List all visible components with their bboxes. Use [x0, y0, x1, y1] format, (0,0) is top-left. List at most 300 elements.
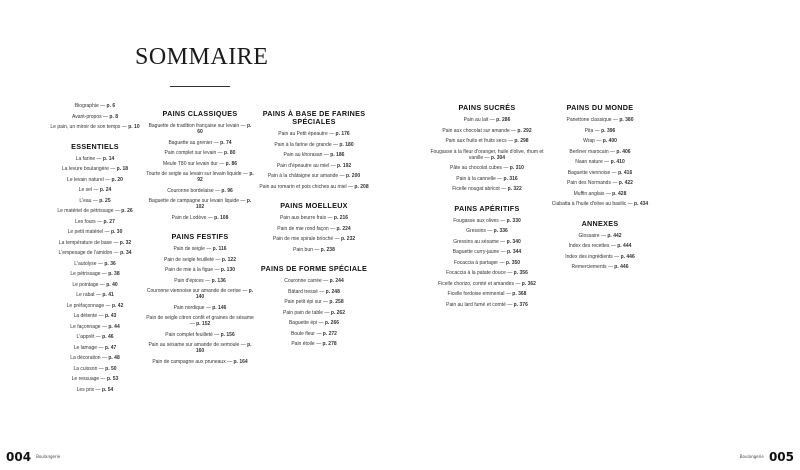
toc-entry-label: Pain de mie à la figue	[164, 267, 214, 273]
toc-entry-label: Pain au lard fumé et comté	[446, 301, 506, 308]
toc-entry	[540, 149, 660, 155]
toc-entry	[258, 184, 370, 190]
page-title: SOMMAIRE	[135, 44, 269, 70]
toc-entry-label: Gressins au sésame	[453, 238, 499, 245]
toc-entry-separator: —	[488, 117, 497, 123]
toc-entry-label: L'autolyse	[74, 260, 97, 267]
toc-entry-page: p. 232	[340, 236, 356, 242]
toc-entry	[146, 171, 254, 183]
toc-entry-separator: —	[103, 229, 111, 235]
toc-entry	[146, 315, 254, 327]
section-heading: PAINS À BASE DE FARINES SPÉCIALES	[262, 109, 366, 126]
toc-entry-separator: —	[483, 154, 491, 161]
toc-entry	[146, 332, 254, 338]
toc-entry-separator: —	[92, 187, 100, 193]
toc-entry-label: Couronne carrée	[284, 278, 322, 284]
toc-entry-page: p. 36	[104, 260, 116, 267]
toc-entry-label: Pain d'épices	[174, 277, 204, 284]
toc-entry-separator: —	[216, 150, 225, 156]
toc-entry	[30, 177, 160, 183]
toc-entry-separator: —	[204, 246, 213, 252]
toc-entry	[30, 387, 160, 393]
toc-entry-page: p. 446	[620, 253, 635, 260]
toc-entry	[540, 254, 660, 260]
toc-entry-label: Le pétrissage	[70, 271, 101, 277]
toc-entry-separator: —	[98, 103, 107, 109]
toc-entry	[146, 246, 254, 252]
toc-entry-separator: —	[99, 376, 107, 382]
toc-entry	[146, 342, 254, 354]
toc-entry-label: Baguette curry-jaune	[452, 249, 500, 255]
toc-entry-page: p. 102	[195, 198, 252, 210]
toc-entry-page: p. 444	[617, 243, 632, 249]
toc-entry	[428, 218, 546, 224]
toc-entry-label: L'apprêt	[76, 334, 95, 340]
toc-entry-page: p. 330	[506, 217, 521, 224]
toc-entry-label: Le pointage	[72, 281, 99, 288]
toc-entry-label: Focaccia à la patate douce	[446, 270, 506, 276]
toc-entry	[540, 180, 660, 186]
toc-entry-label: Pain à la châtaigne sur amande	[267, 173, 339, 179]
toc-entry	[428, 128, 546, 134]
toc-entry-label: Baguette épi	[288, 320, 318, 326]
toc-entry-label: L'empesage de l'amidon	[58, 250, 113, 256]
section-heading: ANNEXES	[581, 218, 619, 228]
toc-entry-label: Pain aux fruits et fruits secs	[445, 138, 507, 144]
toc-entry-separator: —	[98, 281, 107, 288]
toc-entry-label: Ficelle chorizo, comté et amandes	[438, 280, 514, 287]
toc-entry-separator: —	[323, 309, 331, 316]
toc-entry	[30, 303, 160, 309]
toc-entry-separator: —	[610, 180, 619, 186]
toc-entry	[258, 142, 370, 148]
toc-entry-page: p. 380	[619, 117, 634, 123]
toc-entry-label: Le matériel de pétrissage	[57, 208, 114, 214]
toc-entry-label: Les fours	[75, 218, 96, 225]
section-heading: ESSENTIELS	[71, 141, 119, 151]
toc-entry-page: p. 50	[105, 365, 117, 372]
toc-entry-page: p. 266	[324, 320, 340, 326]
toc-entry-page: p. 262	[330, 309, 345, 316]
toc-entry-separator: —	[94, 386, 102, 393]
toc-entry-label: Tourte de seigle au levain sur levain liquide	[146, 171, 242, 177]
toc-entry	[428, 291, 546, 297]
toc-entry-label: Pain pain de table	[282, 309, 324, 316]
toc-entry-page: p. 34	[120, 250, 132, 256]
toc-entry-label: Le petit matériel	[67, 229, 104, 235]
toc-entry-separator: —	[326, 215, 334, 221]
toc-entry	[540, 117, 660, 123]
toc-entry	[540, 138, 660, 144]
toc-entry-label: Boule fleur	[291, 330, 315, 337]
toc-entry-page: p. 46	[102, 334, 114, 340]
toc-entry-separator: —	[95, 155, 103, 162]
toc-entry	[540, 233, 660, 239]
toc-entry-separator: —	[498, 217, 507, 224]
toc-entry-page: p. 368	[512, 291, 527, 297]
toc-entry-page: p. 44	[108, 323, 120, 330]
toc-entry-page: p. 304	[490, 154, 506, 161]
toc-entry-separator: —	[505, 301, 514, 308]
toc-entry	[30, 334, 160, 340]
toc-entry-separator: —	[212, 139, 221, 146]
toc-entry-separator: —	[317, 320, 325, 326]
toc-entry-label: Pain à la farine de grande	[274, 141, 332, 148]
toc-entry-page: p. 316	[503, 175, 518, 182]
toc-entry-label: Ficelle nougat abricot	[452, 186, 500, 192]
toc-entry-separator: —	[108, 166, 117, 172]
section-heading: PAINS DU MONDE	[566, 103, 634, 112]
toc-entry-page: p. 396	[601, 127, 616, 134]
toc-entry-page: p. 40	[106, 281, 118, 288]
toc-entry-page: p. 47	[104, 344, 117, 351]
toc-entry-separator: —	[485, 228, 494, 234]
toc-entry-page: p. 146	[212, 304, 227, 311]
toc-entry-label: Pain de seigle feuilleté	[163, 256, 215, 263]
toc-entry-separator: —	[120, 124, 129, 130]
toc-entry-separator: —	[610, 169, 619, 176]
toc-entry-separator: —	[104, 302, 112, 309]
toc-entry-label: Pain au Petit épeautre	[278, 131, 328, 137]
toc-entry	[146, 359, 254, 365]
toc-entry-label: La décoration	[70, 355, 101, 361]
toc-entry-page: p. 86	[225, 160, 238, 167]
toc-entry-separator: —	[312, 246, 321, 253]
toc-entry	[146, 267, 254, 273]
toc-entry-label: La détente	[73, 313, 98, 319]
toc-entry-separator: —	[604, 190, 613, 197]
toc-entry	[30, 124, 160, 130]
toc-entry	[30, 229, 160, 235]
toc-entry-separator: —	[111, 239, 120, 246]
toc-entry	[30, 324, 160, 330]
toc-entry-separator: —	[94, 292, 103, 298]
toc-entry-separator: —	[94, 334, 103, 340]
toc-entry-page: p. 400	[602, 138, 617, 144]
section-heading: PAINS APÉRITIFS	[454, 203, 520, 213]
toc-entry-label: Pain au khorasan	[283, 152, 323, 158]
toc-entry-page: p. 30	[110, 229, 123, 235]
toc-entry-separator: —	[239, 123, 247, 129]
toc-entry	[146, 288, 254, 300]
toc-entry-separator: —	[95, 218, 104, 225]
toc-entry	[258, 320, 370, 326]
toc-entry	[30, 345, 160, 351]
toc-entry-label: Pain nordique	[173, 304, 205, 311]
toc-entry-label: Wrap	[583, 138, 595, 144]
toc-entry-label: Baguette au grenier	[168, 139, 213, 146]
toc-entry-label: Gressins	[466, 228, 486, 234]
toc-entry-label: Pain aux chocolat sur amande	[442, 127, 510, 134]
toc-entry-separator: —	[241, 171, 250, 177]
toc-entry-label: Fougasse aux olives	[453, 217, 499, 224]
toc-entry-page: p. 20	[111, 176, 123, 183]
toc-entry-page: p. 96	[221, 187, 233, 194]
toc-entry-separator: —	[594, 138, 603, 144]
toc-entry	[540, 201, 660, 207]
toc-entry-label: Glossaire	[578, 232, 600, 239]
toc-entry-page: p. 116	[212, 246, 227, 252]
toc-entry-page: p. 6	[106, 103, 116, 109]
toc-entry-page: p. 80	[224, 150, 236, 156]
toc-entry	[30, 208, 160, 214]
toc-entry-label: Bâtard tressé	[288, 288, 318, 295]
toc-entry	[30, 240, 160, 246]
toc-entry	[30, 103, 160, 109]
toc-entry-page: p. 216	[333, 215, 349, 221]
toc-entry-separator: —	[100, 355, 109, 361]
toc-entry-page: p. 38	[108, 271, 120, 277]
toc-entry-label: Panettone classique	[566, 117, 612, 123]
toc-entry	[258, 131, 370, 137]
toc-entry-separator: —	[203, 277, 212, 284]
toc-entry-label: Le ressuage	[71, 376, 100, 382]
toc-entry-separator: —	[602, 159, 611, 165]
toc-entry-label: Couronne viennoise sur amande de cerise	[146, 288, 241, 294]
toc-entry	[146, 215, 254, 221]
toc-entry-separator: —	[213, 267, 221, 273]
toc-entry-page: p. 410	[610, 159, 625, 165]
toc-entry-label: Index des recettes	[568, 243, 610, 249]
toc-entry-label: Avant-propos	[71, 113, 102, 120]
toc-entry-page: p. 156	[220, 331, 235, 338]
toc-entry-page: p. 27	[103, 218, 115, 225]
toc-entry-label: Le lamage	[73, 344, 98, 351]
toc-entry-page: p. 122	[221, 256, 236, 263]
toc-entry-separator: —	[513, 280, 522, 287]
toc-entry-page: p. 258	[329, 299, 344, 305]
toc-entry	[428, 302, 546, 308]
toc-entry-page: p. 32	[119, 239, 132, 246]
toc-entry-separator: —	[329, 162, 337, 169]
toc-entry-label: Pain petit épi sur	[284, 299, 322, 305]
toc-entry-page: p. 41	[102, 292, 114, 298]
toc-entry	[428, 281, 546, 287]
toc-entry-label: Pita	[584, 127, 594, 134]
toc-entry-page: p. 43	[105, 313, 117, 319]
toc-entry-page: p. 362	[521, 280, 536, 287]
toc-entry	[146, 278, 254, 284]
section-heading: PAINS DE FORME SPÉCIALE	[260, 264, 368, 273]
toc-entry-page: p. 446	[614, 264, 629, 270]
toc-entry	[258, 226, 370, 232]
toc-entry	[428, 249, 546, 255]
toc-entry-label: Pain de Lodève	[171, 214, 207, 221]
toc-entry-page: p. 74	[220, 139, 232, 146]
toc-entry	[258, 278, 370, 284]
toc-entry-separator: —	[599, 232, 608, 239]
toc-entry-page: p. 340	[506, 238, 521, 245]
toc-entry-page: p. 18	[116, 166, 129, 172]
folio-left	[6, 446, 60, 465]
toc-entry	[30, 271, 160, 277]
toc-entry-separator: —	[626, 201, 635, 207]
toc-entry-page: p. 356	[513, 270, 528, 276]
toc-entry-page: p. 322	[507, 186, 522, 192]
toc-entry-page: p. 344	[507, 249, 522, 255]
toc-entry-separator: —	[317, 288, 326, 295]
toc-entry-separator: —	[112, 250, 121, 256]
toc-entry-separator: —	[213, 187, 222, 194]
toc-entry-page: p. 108	[214, 214, 229, 221]
toc-entry	[30, 114, 160, 120]
toc-entry-page: p. 428	[612, 190, 627, 197]
toc-entry	[30, 355, 160, 361]
toc-entry-page: p. 60	[197, 123, 252, 135]
toc-entry-label: Couronne bordelaise	[167, 187, 214, 194]
toc-entry-separator: —	[499, 186, 508, 192]
toc-entry-separator: —	[499, 249, 507, 255]
toc-entry-separator: —	[505, 270, 514, 276]
toc-entry-label: Pain de mie spirale brioché	[272, 236, 334, 242]
toc-entry-page: p. 24	[99, 187, 112, 193]
toc-entry	[146, 188, 254, 194]
toc-entry-page: p. 130	[220, 267, 236, 273]
toc-column-1	[30, 103, 160, 397]
toc-entry-label: Pain de mie rond façon	[277, 225, 329, 232]
toc-entry	[540, 264, 660, 270]
toc-entry-label: La farine	[75, 155, 96, 162]
toc-entry-separator: —	[321, 299, 330, 305]
toc-entry-page: p. 92	[197, 171, 254, 183]
toc-entry	[30, 219, 160, 225]
toc-entry-separator: —	[498, 259, 506, 266]
toc-entry-page: p. 298	[514, 138, 529, 144]
page-number-left: 004	[6, 450, 32, 464]
toc-entry	[30, 376, 160, 382]
toc-entry-separator: —	[314, 341, 323, 347]
toc-entry-label: Le levain naturel	[67, 176, 104, 183]
toc-entry-separator: —	[225, 358, 234, 365]
toc-entry-separator: —	[91, 197, 100, 204]
toc-entry-page: p. 278	[322, 341, 337, 347]
folio-right	[740, 446, 794, 465]
toc-entry-separator: —	[606, 264, 615, 270]
toc-entry	[30, 156, 160, 162]
section-heading: PAINS MOELLEUX	[280, 201, 348, 210]
toc-entry	[146, 257, 254, 263]
toc-entry-page: p. 152	[196, 321, 211, 327]
toc-entry-separator: —	[331, 141, 340, 148]
toc-entry	[258, 341, 370, 347]
toc-entry-page: p. 54	[101, 386, 114, 393]
toc-entry-page: p. 224	[336, 225, 351, 232]
toc-entry	[146, 161, 254, 167]
toc-entry	[258, 152, 370, 158]
toc-entry-page: p. 442	[607, 232, 622, 239]
toc-entry	[428, 186, 546, 192]
toc-entry-page: p. 8	[109, 113, 119, 120]
toc-entry-label: Naan nature	[575, 159, 603, 165]
toc-entry-separator: —	[217, 160, 226, 167]
toc-entry-page: p. 292	[517, 127, 532, 134]
toc-entry-separator: —	[498, 238, 507, 245]
toc-entry-label: Pain de seigle	[173, 246, 205, 252]
toc-entry	[540, 159, 660, 165]
toc-entry-label: Pain au lait	[463, 117, 489, 123]
toc-entry-separator: —	[240, 288, 249, 294]
toc-entry-label: Focaccia à partager	[453, 259, 499, 266]
toc-entry-label: Remerciements	[571, 264, 607, 270]
toc-entry-page: p. 200	[345, 173, 361, 179]
toc-entry-label: Les prix	[76, 386, 95, 393]
toc-entry-label: Berliner marocain	[569, 148, 609, 155]
toc-entry-separator: —	[103, 176, 112, 183]
toc-entry	[30, 292, 160, 298]
toc-entry-page: p. 25	[99, 197, 111, 204]
toc-entry-page: p. 48	[108, 355, 120, 361]
toc-entry-separator: —	[100, 271, 109, 277]
toc-entry-label: Muffin anglais	[573, 190, 605, 197]
toc-entry-page: p. 10	[128, 124, 140, 130]
toc-entry-separator: —	[333, 236, 341, 242]
toc-entry-label: Fougasse à la fleur d'oranger, huile d'olive, rhum et vanille	[430, 148, 544, 161]
toc-entry-label: Le pain, un miroir de son temps	[50, 124, 121, 130]
toc-entry-label: Meule T80 sur levain dur	[162, 160, 218, 167]
toc-entry-separator: —	[97, 365, 106, 372]
toc-entry-label: Baguette de tradition française sur levain	[148, 123, 240, 129]
toc-entry-separator: —	[321, 278, 330, 284]
toc-entry-page: p. 376	[513, 301, 528, 308]
toc-entry	[540, 243, 660, 249]
toc-entry	[428, 228, 546, 234]
toc-entry-separator: —	[502, 165, 510, 171]
toc-entry-separator: —	[96, 260, 105, 267]
toc-entry	[30, 166, 160, 172]
toc-entry-label: Pain au sésame sur amande de semoule	[148, 342, 240, 348]
toc-entry-page: p. 416	[618, 169, 633, 176]
toc-entry-separator: —	[314, 330, 323, 337]
toc-entry-separator: —	[113, 208, 122, 214]
toc-entry-separator: —	[100, 323, 109, 330]
section-heading: PAINS FESTIFS	[171, 232, 229, 241]
toc-entry	[540, 191, 660, 197]
toc-entry	[428, 270, 546, 276]
toc-entry	[540, 170, 660, 176]
toc-entry-separator: —	[504, 291, 513, 297]
toc-entry-label: Pain de seigle citron confit et graines de sésame	[146, 315, 254, 321]
toc-entry	[146, 198, 254, 210]
toc-entry	[428, 260, 546, 266]
toc-entry-page: p. 180	[339, 141, 354, 148]
toc-entry	[258, 215, 370, 221]
toc-entry-separator: —	[101, 113, 110, 120]
toc-entry-separator: —	[97, 313, 105, 319]
toc-entry-separator: —	[506, 138, 515, 144]
toc-entry-label: Pain au romarin et pois chiches au miel	[259, 183, 347, 190]
toc-entry-separator: —	[206, 214, 215, 221]
toc-entry-separator: —	[328, 225, 337, 232]
toc-entry-separator: —	[322, 152, 331, 158]
toc-entry-label: Biographie	[74, 103, 99, 109]
toc-entry	[258, 247, 370, 253]
title-rule	[170, 86, 230, 87]
toc-entry	[30, 187, 160, 193]
toc-entry	[428, 176, 546, 182]
toc-entry-separator: —	[593, 127, 602, 134]
toc-entry	[30, 198, 160, 204]
toc-entry-page: p. 422	[618, 180, 633, 186]
toc-entry-separator: —	[609, 243, 618, 249]
toc-entry-separator: —	[611, 117, 620, 123]
toc-entry-label: Ciabatta à l'huile d'olive au basilic	[551, 201, 627, 207]
toc-entry-page: p. 176	[335, 131, 350, 137]
toc-entry-label: Pain bun	[293, 246, 313, 253]
toc-entry-page: p. 336	[493, 228, 508, 234]
toc-entry-label: Pain à la cannelle	[456, 175, 496, 182]
toc-entry-page: p. 14	[102, 155, 115, 162]
toc-entry-separator: —	[509, 127, 518, 134]
